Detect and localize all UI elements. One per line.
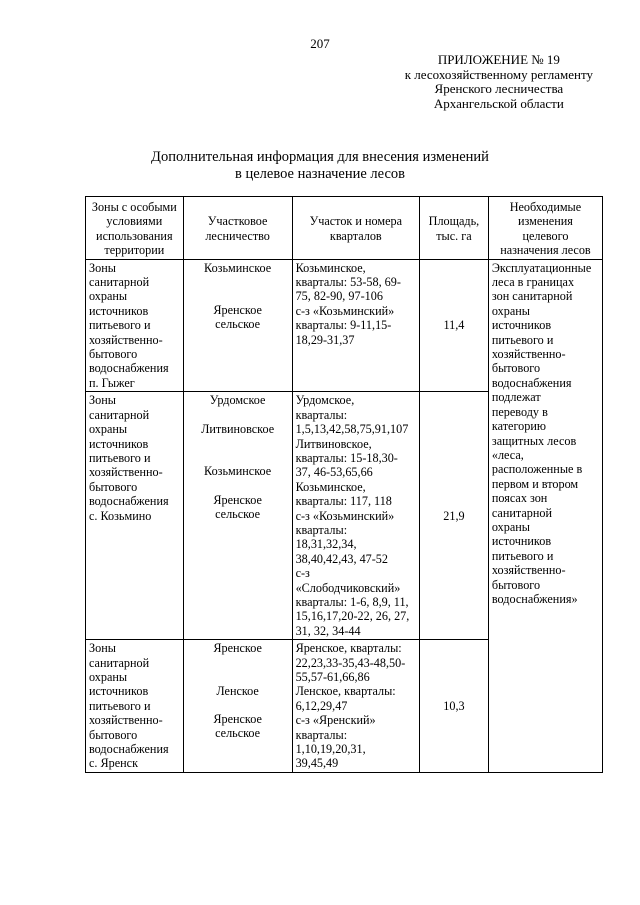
text-line: первом и втором <box>491 476 579 491</box>
text-line: бытового <box>89 479 138 494</box>
cell-zone <box>86 259 184 392</box>
text-line: водоснабжения <box>491 375 572 390</box>
text-line: кварталы: <box>295 727 348 742</box>
text-line: Зоны <box>89 260 116 275</box>
text-line: питьевого и <box>491 332 554 347</box>
text-line: изменения <box>518 214 573 229</box>
text-line: санитарной <box>89 275 150 290</box>
text-line: охраны <box>89 289 128 304</box>
text-line: 22,23,33-35,43-48,50- <box>295 655 406 670</box>
text-line: 39,45,49 <box>295 756 339 771</box>
text-line: питьевого и <box>89 698 151 713</box>
text-line: 15,16,17,20-22, 26, 27, <box>295 609 410 624</box>
cell-area: 10,3 <box>420 640 489 773</box>
text-line: источников <box>89 684 149 699</box>
header-plot <box>292 197 419 260</box>
text-line: категорию <box>491 419 546 434</box>
cell-area: 21,9 <box>420 392 489 640</box>
cell-area: 11,4 <box>420 259 489 392</box>
text-line: санитарной <box>491 505 553 520</box>
appendix-header <box>405 53 593 111</box>
cell-plot <box>292 392 419 640</box>
text-line: Зоны с особыми <box>91 200 177 214</box>
text-line: кварталы: <box>295 407 348 422</box>
text-line: Участок и номера <box>309 214 402 229</box>
text-line: лесничество <box>205 228 270 243</box>
text-line: Козьминское, <box>295 260 366 275</box>
text-line: Площадь, <box>428 214 480 229</box>
text-line: поясах зон <box>491 491 548 506</box>
title-line: в целевое назначение лесов <box>235 166 405 182</box>
text-line: 38,40,42,43, 47-52 <box>295 551 388 566</box>
text-line: Необходимые <box>509 200 582 214</box>
text-line: кварталы: 53-58, 69- <box>295 275 401 290</box>
text-line: источников <box>89 303 149 318</box>
text-line: с-з «Яренский» <box>295 713 376 728</box>
text-line: Литвиновское <box>201 421 275 436</box>
text-line <box>187 408 289 422</box>
text-line: бытового <box>89 727 138 742</box>
text-line: «леса, <box>491 447 524 462</box>
text-line: Козьминское <box>204 464 272 479</box>
header-forestry <box>183 197 292 260</box>
header-area <box>420 197 489 260</box>
text-line: назначения лесов <box>500 243 591 258</box>
text-line: источников <box>491 534 552 549</box>
text-line: водоснабжения <box>89 494 169 509</box>
text-line: с-з <box>295 566 310 581</box>
cell-plot <box>292 640 419 773</box>
title-line: Дополнительная информация для внесения изменений <box>151 149 489 165</box>
text-line: бытового <box>89 347 138 362</box>
text-line: питьевого и <box>491 548 554 563</box>
text-line <box>187 436 289 450</box>
text-line: Яренское <box>213 712 262 726</box>
text-line: хозяйственно- <box>89 332 163 347</box>
text-line: охраны <box>491 519 530 534</box>
text-line: кварталы: 15-18,30- <box>295 450 398 465</box>
text-line: хозяйственно- <box>89 465 163 480</box>
text-line <box>187 275 289 289</box>
appendix-line: Яренского лесничества <box>434 81 564 96</box>
text-line: с. Яренск <box>89 756 138 771</box>
text-line: 18,31,32,34, <box>295 537 357 552</box>
text-line: тыс. га <box>436 228 472 243</box>
zones-table <box>85 196 603 773</box>
text-line: Козьминское <box>204 260 272 275</box>
text-line: зон санитарной <box>491 289 573 304</box>
text-line: территории <box>104 243 165 258</box>
cell-zone <box>86 640 184 773</box>
text-line: кварталы: 117, 118 <box>295 494 392 509</box>
cell-forestry <box>183 392 292 640</box>
text-line: 75, 82-90, 97-106 <box>295 289 383 304</box>
text-line: Зоны <box>89 393 116 408</box>
text-line: Ленское, кварталы: <box>295 684 396 699</box>
text-line: 31, 32, 34-44 <box>295 623 361 638</box>
text-line: Литвиновское, <box>295 436 372 451</box>
text-line: кварталы: 9-11,15- <box>295 318 392 333</box>
text-line: с. Козьмино <box>89 508 152 523</box>
text-line: подлежат <box>491 390 541 405</box>
text-line: 1,10,19,20,31, <box>295 742 366 757</box>
cell-forestry <box>183 259 292 392</box>
text-line: Урдомское <box>209 393 266 408</box>
text-line: с-з «Козьминский» <box>295 508 395 523</box>
text-line: санитарной <box>89 407 150 422</box>
appendix-line: ПРИЛОЖЕНИЕ № 19 <box>437 52 560 67</box>
text-line: источников <box>491 318 552 333</box>
page-number: 207 <box>310 36 330 51</box>
text-line: Участковое <box>207 214 268 229</box>
text-line <box>187 479 289 493</box>
text-line: использования <box>96 228 173 243</box>
text-line <box>187 698 289 712</box>
text-line <box>187 289 289 303</box>
text-line: кварталы: 1-6, 8,9, 11, <box>295 594 409 609</box>
text-line: водоснабжения <box>89 742 169 757</box>
text-line: охраны <box>491 303 530 318</box>
text-line: сельское <box>215 506 261 521</box>
text-line <box>187 656 289 670</box>
text-line: Козьминское, <box>295 479 366 494</box>
text-line: санитарной <box>89 655 150 670</box>
text-line: Эксплуатационные <box>491 260 592 275</box>
text-line: охраны <box>89 422 128 437</box>
cell-zone <box>86 392 184 640</box>
text-line: хозяйственно- <box>89 713 163 728</box>
text-line <box>187 670 289 684</box>
text-line: охраны <box>89 670 128 684</box>
text-line: переводу в <box>491 404 548 419</box>
text-line: целевого <box>522 228 569 243</box>
text-line: 55,57-61,66,86 <box>295 670 370 684</box>
text-line: 18,29-31,37 <box>295 332 355 347</box>
cell-forestry <box>183 640 292 773</box>
text-line: водоснабжения <box>89 361 169 376</box>
cell-changes <box>488 259 602 772</box>
text-line: сельское <box>215 317 261 332</box>
header-zones <box>86 197 184 260</box>
text-line: Зоны <box>89 641 116 656</box>
text-line: Яренское <box>213 641 262 656</box>
text-line: 6,12,29,47 <box>295 698 348 713</box>
text-line: защитных лесов <box>491 433 577 448</box>
table-header-row <box>86 197 603 260</box>
text-line: сельское <box>215 726 261 741</box>
document-title <box>0 149 640 183</box>
text-line: бытового <box>491 361 541 376</box>
text-line: питьевого и <box>89 450 151 465</box>
appendix-line: Архангельской области <box>433 95 564 111</box>
text-line: Яренское, кварталы: <box>295 641 402 656</box>
table-row <box>86 259 603 392</box>
text-line <box>187 450 289 464</box>
text-line: «Слободчиковский» <box>295 580 401 595</box>
text-line: с-з «Козьминский» <box>295 303 395 318</box>
text-line: хозяйственно- <box>491 347 566 362</box>
text-line: 1,5,13,42,58,75,91,107 <box>295 422 409 437</box>
text-line: хозяйственно- <box>491 563 566 578</box>
text-line: водоснабжения» <box>491 591 578 606</box>
text-line: леса в границах <box>491 275 575 290</box>
appendix-line: к лесохозяйственному регламенту <box>404 66 593 82</box>
text-line: питьевого и <box>89 318 151 333</box>
text-line: источников <box>89 436 149 451</box>
text-line: Яренское <box>213 303 262 318</box>
text-line: Ленское <box>216 683 259 698</box>
text-line: 37, 46-53,65,66 <box>295 465 373 480</box>
cell-plot <box>292 259 419 392</box>
text-line: расположенные в <box>491 462 583 477</box>
text-line: Яренское <box>213 492 262 507</box>
text-line: кварталов <box>329 228 382 243</box>
header-changes <box>488 197 602 260</box>
text-line: кварталы: <box>295 522 348 537</box>
text-line: бытового <box>491 577 541 592</box>
text-line: п. Гыжег <box>89 375 135 390</box>
text-line: условиями <box>106 214 163 229</box>
text-line: Урдомское, <box>295 393 355 408</box>
